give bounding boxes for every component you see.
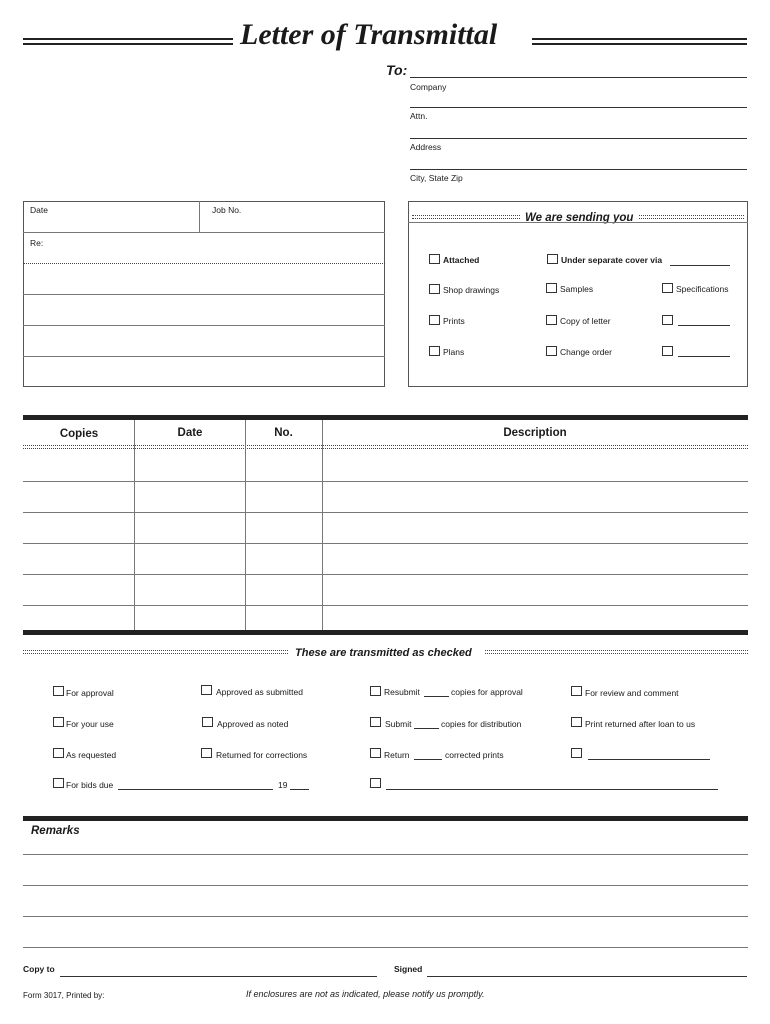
col-divider-2 bbox=[245, 420, 246, 632]
re-line-2[interactable] bbox=[23, 294, 385, 295]
remarks-line[interactable] bbox=[23, 916, 748, 917]
returned-for-corrections-label: Returned for corrections bbox=[216, 750, 308, 760]
nineteen-label: 19 bbox=[278, 780, 288, 790]
bids-due-year-field[interactable] bbox=[290, 789, 309, 790]
as-requested-checkbox[interactable] bbox=[53, 748, 64, 758]
transmitted-rule-right bbox=[485, 650, 748, 654]
resubmit-label: Resubmit bbox=[384, 687, 420, 697]
copies-for-approval-label: copies for approval bbox=[451, 687, 523, 697]
copy-of-letter-checkbox[interactable] bbox=[546, 315, 557, 325]
table-row[interactable] bbox=[23, 543, 748, 544]
samples-checkbox[interactable] bbox=[546, 283, 557, 293]
approved-as-submitted-label: Approved as submitted bbox=[216, 687, 303, 697]
transmitted-rule-left bbox=[23, 650, 288, 654]
remarks-title: Remarks bbox=[31, 825, 80, 837]
col-no-header: No. bbox=[274, 427, 293, 439]
plans-label: Plans bbox=[443, 347, 465, 357]
title-rule-left bbox=[23, 38, 233, 45]
resubmit-copies-field[interactable] bbox=[424, 696, 449, 697]
as-requested-label: As requested bbox=[66, 750, 117, 760]
return-copies-field[interactable] bbox=[414, 759, 442, 760]
remarks-rule bbox=[23, 816, 748, 821]
info-row-line bbox=[23, 232, 385, 233]
other-1-checkbox[interactable] bbox=[662, 315, 673, 325]
other-2-field[interactable] bbox=[678, 356, 730, 357]
attn-label: Attn. bbox=[410, 111, 428, 121]
returned-for-corrections-checkbox[interactable] bbox=[201, 748, 212, 758]
remarks-line[interactable] bbox=[23, 854, 748, 855]
for-approval-checkbox[interactable] bbox=[53, 686, 64, 696]
col-date-header: Date bbox=[177, 427, 203, 439]
for-approval-label: For approval bbox=[66, 688, 114, 698]
title-rule-right bbox=[532, 38, 747, 45]
return-checkbox[interactable] bbox=[370, 748, 381, 758]
approved-as-noted-label: Approved as noted bbox=[217, 719, 289, 729]
re-label: Re: bbox=[30, 238, 44, 248]
attached-label: Attached bbox=[443, 255, 480, 265]
copies-for-distribution-label: copies for distribution bbox=[441, 719, 522, 729]
for-review-label: For review and comment bbox=[585, 688, 679, 698]
table-bottom-rule bbox=[23, 630, 748, 635]
sending-rule-right bbox=[639, 215, 744, 219]
attn-field[interactable] bbox=[410, 138, 747, 139]
approved-as-noted-checkbox[interactable] bbox=[202, 717, 213, 727]
table-row[interactable] bbox=[23, 574, 748, 575]
other-2-checkbox[interactable] bbox=[662, 346, 673, 356]
info-divider bbox=[199, 201, 200, 232]
prints-checkbox[interactable] bbox=[429, 315, 440, 325]
transmitted-title: These are transmitted as checked bbox=[295, 647, 472, 659]
other-transmit-field[interactable] bbox=[588, 759, 710, 760]
copy-to-field[interactable] bbox=[60, 976, 377, 977]
specifications-checkbox[interactable] bbox=[662, 283, 673, 293]
sending-rule-left bbox=[412, 215, 520, 219]
date-label: Date bbox=[30, 205, 48, 215]
resubmit-checkbox[interactable] bbox=[370, 686, 381, 696]
company-label: Company bbox=[410, 82, 447, 92]
remarks-line[interactable] bbox=[23, 947, 748, 948]
other-bids-checkbox[interactable] bbox=[370, 778, 381, 788]
form-number: Form 3017, Printed by: bbox=[23, 991, 105, 1000]
to-field[interactable] bbox=[410, 77, 747, 78]
prints-label: Prints bbox=[443, 316, 465, 326]
samples-label: Samples bbox=[560, 284, 594, 294]
company-field[interactable] bbox=[410, 107, 747, 108]
copy-to-label: Copy to bbox=[23, 964, 55, 974]
re-line-4[interactable] bbox=[23, 356, 385, 357]
enclosure-notice: If enclosures are not as indicated, please notify us promptly. bbox=[246, 989, 485, 999]
for-review-checkbox[interactable] bbox=[571, 686, 582, 696]
attached-checkbox[interactable] bbox=[429, 254, 440, 264]
submit-checkbox[interactable] bbox=[370, 717, 381, 727]
for-bids-due-label: For bids due bbox=[66, 780, 114, 790]
change-order-label: Change order bbox=[560, 347, 612, 357]
plans-checkbox[interactable] bbox=[429, 346, 440, 356]
re-line-1[interactable] bbox=[23, 263, 385, 264]
shop-drawings-label: Shop drawings bbox=[443, 285, 500, 295]
shop-drawings-checkbox[interactable] bbox=[429, 284, 440, 294]
city-state-zip-label: City, State Zip bbox=[410, 173, 463, 183]
approved-as-submitted-checkbox[interactable] bbox=[201, 685, 212, 695]
print-returned-checkbox[interactable] bbox=[571, 717, 582, 727]
under-separate-label: Under separate cover via bbox=[561, 255, 663, 265]
re-line-3[interactable] bbox=[23, 325, 385, 326]
other-bids-field[interactable] bbox=[386, 789, 718, 790]
signed-label: Signed bbox=[394, 964, 423, 974]
return-label: Return bbox=[384, 750, 410, 760]
change-order-checkbox[interactable] bbox=[546, 346, 557, 356]
sending-title: We are sending you bbox=[525, 212, 634, 224]
copy-of-letter-label: Copy of letter bbox=[560, 316, 611, 326]
other-1-field[interactable] bbox=[678, 325, 730, 326]
corrected-prints-label: corrected prints bbox=[445, 750, 504, 760]
submit-copies-field[interactable] bbox=[414, 728, 439, 729]
specifications-label: Specifications bbox=[676, 284, 729, 294]
job-no-label: Job No. bbox=[212, 205, 242, 215]
print-returned-label: Print returned after loan to us bbox=[585, 719, 696, 729]
table-top-rule bbox=[23, 415, 748, 420]
address-label: Address bbox=[410, 142, 442, 152]
bids-due-date-field[interactable] bbox=[118, 789, 273, 790]
col-divider-3 bbox=[322, 420, 323, 632]
table-row[interactable] bbox=[23, 481, 748, 482]
col-description-header: Description bbox=[503, 427, 567, 439]
for-your-use-checkbox[interactable] bbox=[53, 717, 64, 727]
table-header-line bbox=[23, 445, 748, 449]
signed-field[interactable] bbox=[427, 976, 747, 977]
under-separate-checkbox[interactable] bbox=[547, 254, 558, 264]
submit-label: Submit bbox=[385, 719, 412, 729]
col-copies-header: Copies bbox=[59, 428, 99, 440]
other-transmit-checkbox[interactable] bbox=[571, 748, 582, 758]
for-bids-due-checkbox[interactable] bbox=[53, 778, 64, 788]
for-your-use-label: For your use bbox=[66, 719, 114, 729]
page-title: Letter of Transmittal bbox=[240, 18, 498, 51]
table-row[interactable] bbox=[23, 512, 748, 513]
under-separate-field[interactable] bbox=[670, 265, 730, 266]
sending-title-line bbox=[408, 222, 748, 223]
table-row[interactable] bbox=[23, 605, 748, 606]
col-divider-1 bbox=[134, 420, 135, 632]
to-label: To: bbox=[386, 62, 408, 78]
remarks-line[interactable] bbox=[23, 885, 748, 886]
address-field[interactable] bbox=[410, 169, 747, 170]
